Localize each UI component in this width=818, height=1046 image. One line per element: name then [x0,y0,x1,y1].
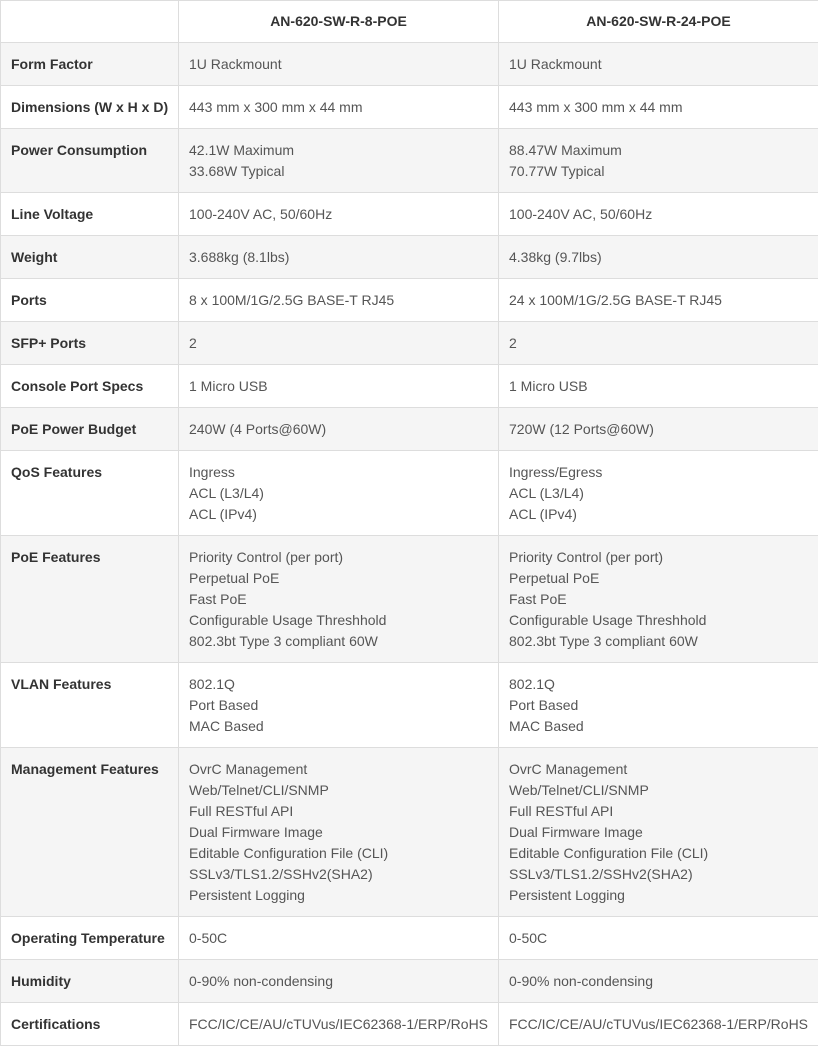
value-cell-a [179,43,499,86]
value-line: Port Based [189,697,259,713]
value-line: 240W (4 Ports@60W) [189,421,327,437]
value-line: 0-50C [189,930,228,946]
value-cell-a [179,536,499,663]
value-line: ACL (L3/L4) [189,485,264,501]
value-cell-a [179,451,499,536]
value-cell-b [499,408,818,451]
row-label: VLAN Features [1,663,179,748]
value-cell-a [179,748,499,917]
value-cell-a [179,408,499,451]
value-line: Perpetual PoE [189,570,280,586]
value-line: 1U Rackmount [189,56,282,72]
header-model-a: AN-620-SW-R-8-POE [179,1,499,43]
row-label: PoE Features [1,536,179,663]
table-row [1,1003,818,1046]
value-line: 70.77W Typical [509,163,605,179]
value-cell-a [179,663,499,748]
value-line: ACL (L3/L4) [509,485,584,501]
value-cell-a [179,960,499,1003]
value-line: Priority Control (per port) [189,549,344,565]
value-line: 0-50C [509,930,548,946]
value-line: 8 x 100M/1G/2.5G BASE-T RJ45 [189,292,395,308]
table-row [1,86,818,129]
value-cell-b [499,86,818,129]
row-label: Weight [1,236,179,279]
value-line: Configurable Usage Threshhold [509,612,707,628]
value-cell-b [499,129,818,193]
row-label: Certifications [1,1003,179,1046]
value-line: Port Based [509,697,579,713]
row-label: Humidity [1,960,179,1003]
row-label: Power Consumption [1,129,179,193]
table-row [1,960,818,1003]
table-row [1,536,818,663]
value-line: Web/Telnet/CLI/SNMP [509,782,649,798]
value-line: ACL (IPv4) [509,506,577,522]
value-line: Editable Configuration File (CLI) [509,845,709,861]
value-line: 42.1W Maximum [189,142,295,158]
row-label: Line Voltage [1,193,179,236]
value-line: 443 mm x 300 mm x 44 mm [509,99,683,115]
header-model-b: AN-620-SW-R-24-POE [499,1,818,43]
value-cell-a [179,917,499,960]
value-line: 24 x 100M/1G/2.5G BASE-T RJ45 [509,292,722,308]
value-line: MAC Based [509,718,584,734]
value-cell-a [179,193,499,236]
value-cell-b [499,960,818,1003]
value-cell-b [499,748,818,917]
table-row [1,129,818,193]
value-line: 100-240V AC, 50/60Hz [189,206,333,222]
table-body [1,43,818,1046]
value-line: Fast PoE [509,591,567,607]
header-corner-cell [1,1,179,43]
row-label: SFP+ Ports [1,322,179,365]
table-row [1,279,818,322]
value-cell-b [499,917,818,960]
value-line: Ingress [189,464,235,480]
value-line: OvrC Management [509,761,628,777]
value-line: FCC/IC/CE/AU/cTUVus/IEC62368-1/ERP/RoHS [509,1016,809,1032]
value-line: Persistent Logging [189,887,305,903]
table-row [1,43,818,86]
value-line: 443 mm x 300 mm x 44 mm [189,99,363,115]
row-label: Management Features [1,748,179,917]
row-label: Console Port Specs [1,365,179,408]
value-cell-b [499,663,818,748]
table-header [1,1,818,43]
value-cell-a [179,1003,499,1046]
table-row [1,748,818,917]
value-line: 2 [189,335,197,351]
table-row [1,917,818,960]
table-row [1,451,818,536]
value-line: 1 Micro USB [509,378,588,394]
table-row [1,322,818,365]
value-line: Editable Configuration File (CLI) [189,845,389,861]
table-row [1,193,818,236]
value-cell-a [179,365,499,408]
value-line: Dual Firmware Image [189,824,323,840]
value-line: FCC/IC/CE/AU/cTUVus/IEC62368-1/ERP/RoHS [189,1016,489,1032]
row-label: Form Factor [1,43,179,86]
table-row [1,663,818,748]
value-line: OvrC Management [189,761,308,777]
value-line: MAC Based [189,718,264,734]
value-line: Fast PoE [189,591,247,607]
value-line: Priority Control (per port) [509,549,664,565]
value-line: 3.688kg (8.1lbs) [189,249,290,265]
value-line: 1U Rackmount [509,56,602,72]
value-line: ACL (IPv4) [189,506,257,522]
value-cell-a [179,129,499,193]
value-cell-b [499,451,818,536]
value-cell-b [499,1003,818,1046]
row-label: Operating Temperature [1,917,179,960]
value-cell-b [499,322,818,365]
value-line: Full RESTful API [509,803,614,819]
table-row [1,236,818,279]
value-line: Dual Firmware Image [509,824,643,840]
value-line: 720W (12 Ports@60W) [509,421,654,437]
header-row [1,1,818,43]
table-row [1,365,818,408]
row-label: Ports [1,279,179,322]
value-line: 33.68W Typical [189,163,285,179]
value-line: 4.38kg (9.7lbs) [509,249,602,265]
value-line: SSLv3/TLS1.2/SSHv2(SHA2) [189,866,373,882]
value-cell-b [499,365,818,408]
value-line: 802.1Q [509,676,555,692]
value-line: Perpetual PoE [509,570,600,586]
value-line: 802.3bt Type 3 compliant 60W [189,633,378,649]
value-line: 1 Micro USB [189,378,268,394]
row-label: Dimensions (W x H x D) [1,86,179,129]
value-cell-a [179,86,499,129]
value-line: 2 [509,335,517,351]
value-cell-b [499,43,818,86]
value-line: 0-90% non-condensing [509,973,653,989]
value-line: 802.3bt Type 3 compliant 60W [509,633,698,649]
value-line: Ingress/Egress [509,464,603,480]
value-line: Persistent Logging [509,887,625,903]
value-line: SSLv3/TLS1.2/SSHv2(SHA2) [509,866,693,882]
value-cell-a [179,236,499,279]
value-line: 88.47W Maximum [509,142,622,158]
value-line: Configurable Usage Threshhold [189,612,387,628]
value-line: Web/Telnet/CLI/SNMP [189,782,329,798]
value-cell-b [499,279,818,322]
value-cell-a [179,279,499,322]
value-cell-a [179,322,499,365]
value-cell-b [499,536,818,663]
value-line: 0-90% non-condensing [189,973,333,989]
table-row [1,408,818,451]
value-line: 100-240V AC, 50/60Hz [509,206,653,222]
value-cell-b [499,236,818,279]
value-cell-b [499,193,818,236]
row-label: QoS Features [1,451,179,536]
value-line: 802.1Q [189,676,235,692]
row-label: PoE Power Budget [1,408,179,451]
value-line: Full RESTful API [189,803,294,819]
